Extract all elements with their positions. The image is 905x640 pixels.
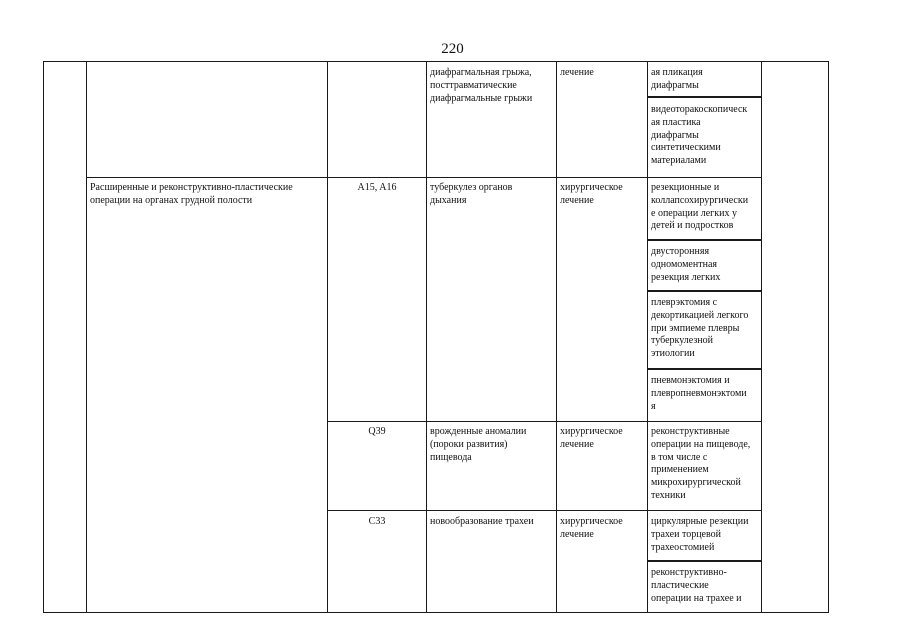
method-cell: пневмонэктомия и плевропневмонэктоми я [651, 375, 747, 412]
diagnosis-cell: новообразование трахеи [430, 516, 534, 527]
table-top-border [43, 61, 829, 62]
col-border-1 [86, 61, 87, 613]
method-cell: двусторонняя одномоментная резекция легких [651, 246, 721, 283]
treatment-cell: хирургическое лечение [560, 182, 623, 206]
method-cell: ая пликация диафрагмы [651, 67, 703, 91]
treatment-cell: хирургическое лечение [560, 516, 623, 540]
method-cell: видеоторакоскопическ ая пластика диафрагмы синтетическими материалами [651, 104, 748, 167]
col-border-6 [761, 61, 762, 613]
col-border-5 [647, 61, 648, 613]
treatment-cell: лечение [560, 67, 594, 78]
group-name-cell: Расширенные и реконструктивно-пластические операции на органах грудной полости [90, 182, 293, 206]
row-separator [327, 510, 762, 511]
col-border-2 [327, 61, 328, 613]
page-number: 220 [441, 41, 464, 57]
code-cell: Q39 [368, 426, 386, 437]
code-cell: A15, A16 [357, 182, 397, 193]
code-cell: C33 [368, 516, 386, 527]
diagnosis-cell: врожденные аномалии (пороки развития) пищевода [430, 426, 527, 463]
col-border-3 [426, 61, 427, 613]
method-separator [647, 290, 762, 292]
method-cell: циркулярные резекции трахеи торцевой трахеостомией [651, 516, 749, 553]
method-separator [647, 96, 762, 98]
method-cell: реконструктивные операции на пищеводе, в том числе с применением микрохирургической техники [651, 426, 751, 501]
method-cell: плеврэктомия с декортикацией легкого при эмпиеме плевры туберкулезной этиологии [651, 297, 749, 360]
method-cell: резекционные и коллапсохирургически е операции легких у детей и подростков [651, 182, 749, 232]
method-separator [647, 560, 762, 562]
method-cell: реконструктивно- пластические операции на трахее и [651, 567, 742, 604]
method-separator [647, 368, 762, 370]
method-separator [647, 239, 762, 241]
diagnosis-cell: диафрагмальная грыжа, посттравматические диафрагмальные грыжи [430, 67, 533, 104]
col-border-0 [43, 61, 44, 613]
row-separator [86, 177, 762, 178]
treatment-cell: хирургическое лечение [560, 426, 623, 450]
diagnosis-cell: туберкулез органов дыхания [430, 182, 513, 206]
col-border-4 [556, 61, 557, 613]
row-separator [327, 421, 762, 422]
col-border-7 [828, 61, 829, 613]
table-bottom-border [43, 612, 829, 613]
